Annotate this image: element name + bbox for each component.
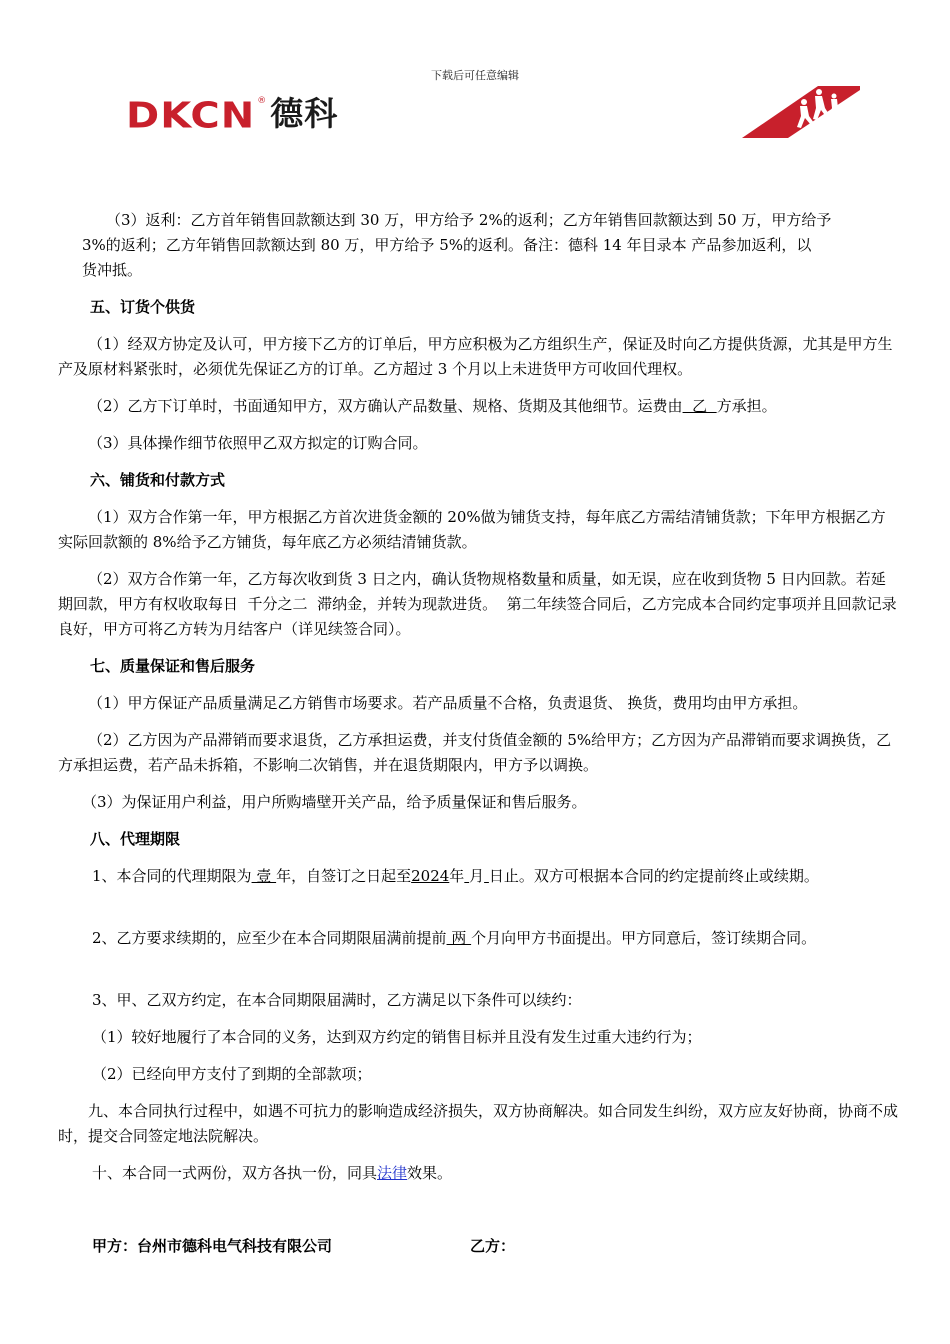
s8-item-1-b: 年，自签订之日起至 — [276, 867, 412, 885]
end-year-blank: 2024 — [411, 867, 450, 885]
notice-months-blank: 两 — [446, 929, 472, 947]
section-10 — [58, 1161, 900, 1186]
section-7-heading: 七、质量保证和售后服务 — [90, 657, 256, 675]
rebate-line-3: 货冲抵。 — [82, 261, 143, 279]
rebate-line-2: 3%的返利；乙方年销售回款额达到 80 万，甲方给予 5%的返利。备注：德科 14 年目录本 产品参加返利，以 — [82, 236, 812, 254]
section-8-heading: 八、代理期限 — [90, 830, 181, 848]
section-9: 九、本合同执行过程中，如遇不可抗力的影响造成经济损失，双方协商解决。如合同发生纠纷，双方应友好协商，协商不成时，提交合同签定地法院解决。 — [58, 1102, 899, 1145]
s8-item-1-c: 年 — [449, 867, 465, 885]
section-7-item-1: （1）甲方保证产品质量满足乙方销售市场要求。若产品质量不合格，负责退货、 换货，费用均由甲方承担。 — [88, 694, 808, 712]
runner-emblem-icon — [742, 86, 860, 140]
logo-chinese-text: 德科 — [270, 94, 339, 133]
term-years-blank: 壹 — [251, 867, 277, 885]
download-note: 下载后可任意编辑 — [431, 69, 519, 82]
s8-item-2-a: 2、乙方要求续期的，应至少在本合同期限届满前提前 — [92, 929, 447, 947]
s8-item-1-a: 1、本合同的代理期限为 — [92, 867, 252, 885]
s8-item-1-e: 日止。双方可根据本合同的约定提前终止或续期。 — [488, 867, 819, 885]
renewal-condition-2: （2）已经向甲方支付了到期的全部款项； — [92, 1065, 372, 1083]
contract-body — [58, 208, 900, 1198]
section-5-item-1: （1）经双方协定及认可，甲方接下乙方的订单后，甲方应积极为乙方组织生产，保证及时向乙方提供货源，尤其是甲方生产及原材料紧张时，必须优先保证乙方的订单。乙方超过 3 个月以上未进货甲方可收回代理权。 — [58, 335, 893, 378]
s5-item-2-text-a: （2）乙方下订单时，书面通知甲方，双方确认产品数量、规格、货期及其他细节。运费由 — [88, 397, 683, 415]
section-6-item-2: （2）双方合作第一年，乙方每次收到货 3 日之内，确认货物规格数量和质量，如无误，应在收到货物 5 日内回款。若延期回款，甲方有权收取每日 千分之二 滞纳金，并转为现款进货。 第二年续签合同后，乙方完成本合同约定事项并且回款记录良好，甲方可将乙方转为月结客户（详见续签合同）。 — [58, 570, 897, 638]
section-8-item-1 — [58, 864, 900, 889]
logo-latin-text: DKCN — [126, 95, 256, 137]
rebate-line-1: （3）返利：乙方首年销售回款额达到 30 万，甲方给予 2%的返利；乙方年销售回款额达到 50 万，甲方给予 — [106, 211, 832, 229]
rebate-clause — [58, 208, 900, 283]
section-8-item-2 — [58, 926, 900, 951]
section-7-item-2: （2）乙方因为产品滞销而要求退货，乙方承担运费，并支付货值金额的 5%给甲方；乙方因为产品滞销而要求调换货，乙方承担运费，若产品未拆箱，不影响二次销售，并在退货期限内，甲方予以调换。 — [58, 731, 892, 774]
s5-item-2-text-b: 方承担。 — [716, 397, 777, 415]
logo-registered-mark: ® — [257, 96, 267, 106]
freight-payer-blank: 乙 — [682, 397, 717, 415]
party-a-signature: 甲方：台州市德科电气科技有限公司 — [92, 1237, 333, 1255]
section-6-heading: 六、铺货和付款方式 — [90, 471, 226, 489]
section-8-item-3: 3、甲、乙双方约定，在本合同期限届满时，乙方满足以下条件可以续约： — [92, 991, 582, 1009]
dkcn-logo — [126, 94, 339, 137]
section-7-item-3: （3）为保证用户利益，用户所购墙壁开关产品，给予质量保证和售后服务。 — [82, 793, 587, 811]
law-link[interactable]: 法律 — [377, 1164, 408, 1182]
s10-text-b: 效果。 — [407, 1164, 453, 1182]
section-5-item-2 — [58, 394, 900, 419]
s8-item-2-b: 个月向甲方书面提出。甲方同意后，签订续期合同。 — [471, 929, 817, 947]
section-5-item-3: （3）具体操作细节依照甲乙双方拟定的订购合同。 — [88, 434, 428, 452]
section-5-heading: 五、订货个供货 — [90, 298, 196, 316]
renewal-condition-1: （1）较好地履行了本合同的义务，达到双方约定的销售目标并且没有发生过重大违约行为； — [92, 1028, 702, 1046]
signature-block — [92, 1235, 892, 1256]
s8-item-1-d: 月 — [469, 867, 485, 885]
s10-text-a: 十、本合同一式两份，双方各执一份，同具 — [92, 1164, 378, 1182]
section-6-item-1: （1）双方合作第一年，甲方根据乙方首次进货金额的 20%做为铺货支持，每年底乙方需结清铺货款；下年甲方根据乙方实际回款额的 8%给予乙方铺货，每年底乙方必须结清铺货款。 — [58, 508, 886, 551]
party-b-signature: 乙方： — [470, 1237, 516, 1255]
